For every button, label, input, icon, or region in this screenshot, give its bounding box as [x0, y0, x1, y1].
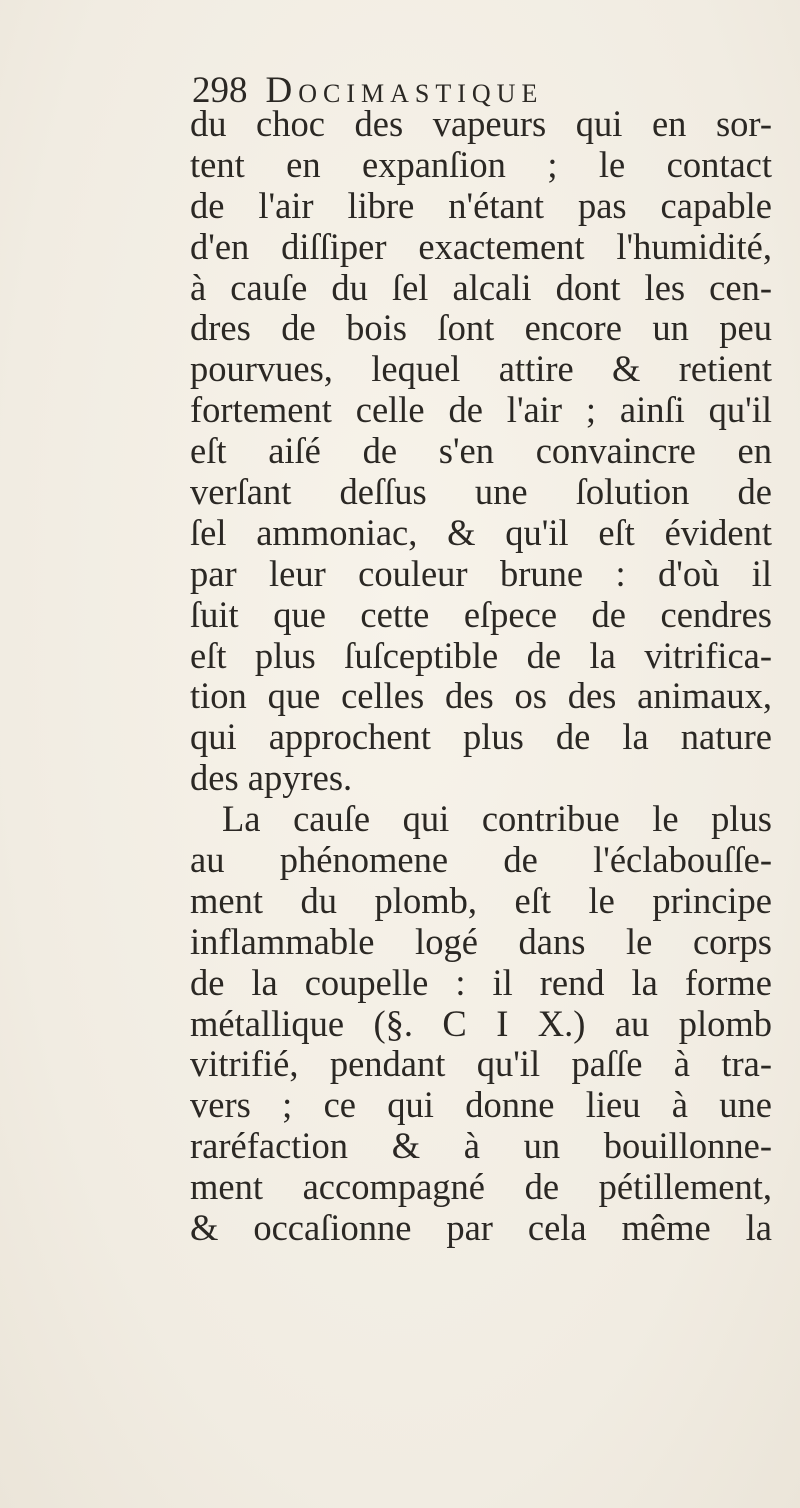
text-line: eſt aiſé de s'en convaincre en [190, 431, 772, 472]
text-line: eſt plus ſuſceptible de la vitrifica- [190, 635, 772, 676]
text-line: verſant deſſus une ſolution de [190, 472, 772, 513]
text-line: de l'air libre n'étant pas capable [190, 185, 772, 226]
running-title: Docimastique [265, 70, 544, 111]
text-line: du choc des vapeurs qui en sor- [190, 104, 772, 144]
text-line: à cauſe du ſel alcali dont les cen- [190, 267, 772, 308]
text-line: inflammable logé dans le corps [190, 921, 772, 962]
text-line: vitrifié, pendant qu'il paſſe à tra- [190, 1044, 772, 1085]
text-line: ſuit que cette eſpece de cendres [190, 594, 772, 635]
text-line: tion que celles des os des animaux, [190, 676, 772, 717]
text-line: dres de bois ſont encore un peu [190, 308, 772, 349]
text-line: raréfaction & à un bouillonne- [190, 1126, 772, 1167]
text-line: ment accompagné de pétillement, [190, 1167, 772, 1208]
text-line: vers ; ce qui donne lieu à une [190, 1085, 772, 1126]
text-line: fortement celle de l'air ; ainſi qu'il [190, 390, 772, 431]
page-number: 298 [192, 70, 248, 111]
text-line: des apyres. [190, 758, 353, 799]
text-line: au phénomene de l'éclabouſſe- [190, 840, 772, 881]
text-line: par leur couleur brune : d'où il [190, 553, 772, 594]
text-line: pourvues, lequel attire & retient [190, 349, 772, 390]
paragraph-start-line: La cauſe qui contribue le plus [222, 799, 772, 840]
text-line: de la coupelle : il rend la forme [190, 962, 772, 1003]
text-line: tent en expanſion ; le contact [190, 144, 772, 185]
body-text [190, 104, 772, 1249]
text-line: & occaſionne par cela même la [190, 1208, 772, 1249]
text-line: métallique (§. C I X.) au plomb [190, 1003, 772, 1044]
text-line: ment du plomb, eſt le principe [190, 880, 772, 921]
text-line: d'en diſſiper exactement l'humidité, [190, 226, 772, 267]
text-line: ſel ammoniac, & qu'il eſt évident [190, 512, 772, 553]
text-line: qui approchent plus de la nature [190, 717, 772, 758]
